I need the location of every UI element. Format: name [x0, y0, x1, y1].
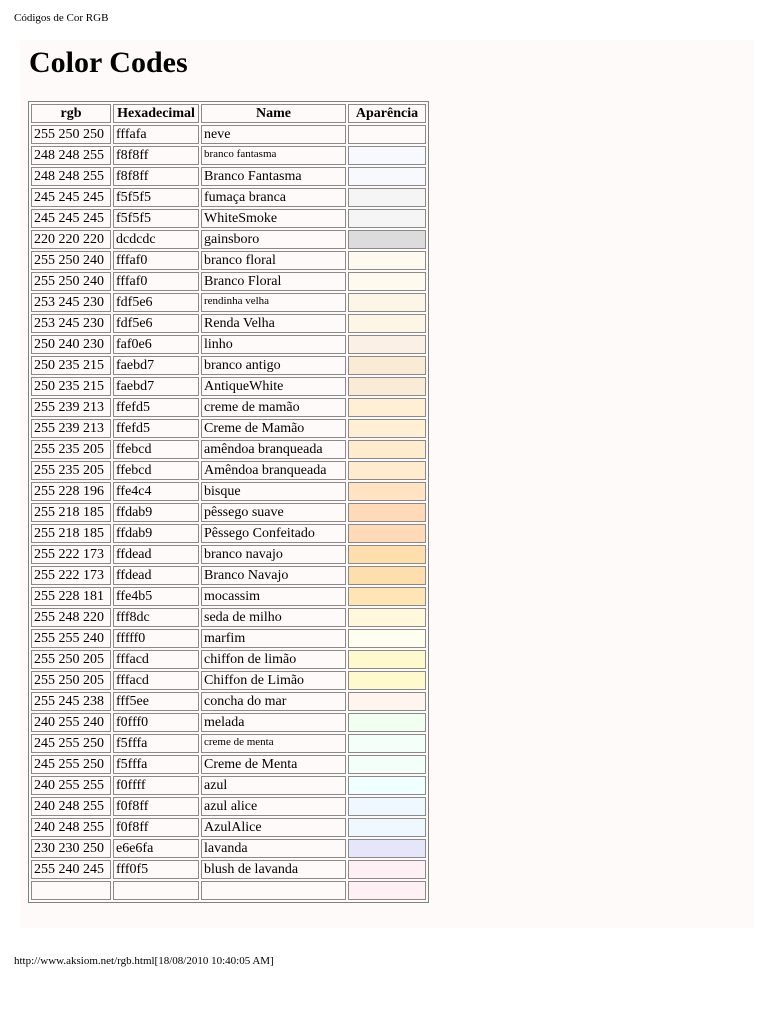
cell-rgb: 255 239 213 — [31, 398, 111, 417]
table-row — [31, 146, 426, 165]
cell-name: branco antigo — [201, 356, 346, 375]
cell-rgb: 255 250 240 — [31, 272, 111, 291]
cell-hexadecimal: fdf5e6 — [113, 314, 199, 333]
cell-hexadecimal: ffe4c4 — [113, 482, 199, 501]
cell-hexadecimal: fffaf0 — [113, 251, 199, 270]
cell-hexadecimal: faebd7 — [113, 377, 199, 396]
color-swatch — [348, 398, 426, 417]
cell-rgb: 255 250 240 — [31, 251, 111, 270]
cell-hexadecimal: dcdcdc — [113, 230, 199, 249]
page-title: Color Codes — [29, 46, 188, 79]
table-row — [31, 713, 426, 732]
cell-rgb: 255 222 173 — [31, 566, 111, 585]
table-row — [31, 251, 426, 270]
table-row — [31, 692, 426, 711]
cell-name: creme de mamão — [201, 398, 346, 417]
table-row — [31, 209, 426, 228]
cell-hexadecimal: ffe4b5 — [113, 587, 199, 606]
table-row — [31, 734, 426, 753]
cell-name: branco fantasma — [201, 146, 346, 165]
cell-hexadecimal: fffacd — [113, 671, 199, 690]
table-row — [31, 860, 426, 879]
cell-hexadecimal: ffdead — [113, 566, 199, 585]
column-header-hexadecimal: Hexadecimal — [113, 104, 199, 123]
color-swatch — [348, 482, 426, 501]
cell-name: chiffon de limão — [201, 650, 346, 669]
table-row — [31, 377, 426, 396]
color-swatch — [348, 440, 426, 459]
color-swatch — [348, 713, 426, 732]
cell-rgb: 255 255 240 — [31, 629, 111, 648]
cell-name: Chiffon de Limão — [201, 671, 346, 690]
color-swatch — [348, 209, 426, 228]
cell-name: Amêndoa branqueada — [201, 461, 346, 480]
cell-hexadecimal — [113, 881, 199, 900]
table-row — [31, 797, 426, 816]
table-row — [31, 524, 426, 543]
table-row — [31, 671, 426, 690]
cell-hexadecimal: faf0e6 — [113, 335, 199, 354]
cell-hexadecimal: faebd7 — [113, 356, 199, 375]
cell-name: rendinha velha — [201, 293, 346, 312]
table-row — [31, 482, 426, 501]
cell-rgb: 250 240 230 — [31, 335, 111, 354]
table-row — [31, 230, 426, 249]
cell-hexadecimal: f5fffa — [113, 755, 199, 774]
table-row — [31, 503, 426, 522]
cell-name: linho — [201, 335, 346, 354]
cell-rgb: 248 248 255 — [31, 167, 111, 186]
cell-name: melada — [201, 713, 346, 732]
table-row — [31, 335, 426, 354]
cell-hexadecimal: ffefd5 — [113, 398, 199, 417]
color-swatch — [348, 734, 426, 753]
cell-rgb: 245 255 250 — [31, 734, 111, 753]
color-swatch — [348, 146, 426, 165]
color-swatch — [348, 839, 426, 858]
color-swatch — [348, 377, 426, 396]
color-swatch — [348, 797, 426, 816]
cell-hexadecimal: f0f8ff — [113, 797, 199, 816]
cell-name: Renda Velha — [201, 314, 346, 333]
cell-rgb: 250 235 215 — [31, 356, 111, 375]
cell-name: Creme de Menta — [201, 755, 346, 774]
cell-hexadecimal: fffff0 — [113, 629, 199, 648]
cell-name: AzulAlice — [201, 818, 346, 837]
color-swatch — [348, 293, 426, 312]
color-swatch — [348, 608, 426, 627]
table-row — [31, 188, 426, 207]
cell-hexadecimal: fffaf0 — [113, 272, 199, 291]
cell-hexadecimal: ffdab9 — [113, 524, 199, 543]
color-swatch — [348, 587, 426, 606]
cell-rgb: 255 239 213 — [31, 419, 111, 438]
cell-name: concha do mar — [201, 692, 346, 711]
cell-hexadecimal: f0f8ff — [113, 818, 199, 837]
table-header-row — [31, 104, 426, 123]
cell-rgb: 255 228 196 — [31, 482, 111, 501]
table-row — [31, 419, 426, 438]
cell-hexadecimal: fffacd — [113, 650, 199, 669]
cell-rgb: 245 245 245 — [31, 188, 111, 207]
table-row — [31, 545, 426, 564]
color-swatch — [348, 671, 426, 690]
cell-hexadecimal: e6e6fa — [113, 839, 199, 858]
cell-name: blush de lavanda — [201, 860, 346, 879]
color-swatch — [348, 566, 426, 585]
color-swatch — [348, 188, 426, 207]
cell-hexadecimal: f0fff0 — [113, 713, 199, 732]
cell-rgb: 240 248 255 — [31, 797, 111, 816]
cell-name: amêndoa branqueada — [201, 440, 346, 459]
color-swatch — [348, 335, 426, 354]
table-row — [31, 272, 426, 291]
column-header-name: Name — [201, 104, 346, 123]
color-codes-table — [28, 101, 429, 903]
cell-name: Creme de Mamão — [201, 419, 346, 438]
column-header-appearance: Aparência — [348, 104, 426, 123]
cell-name: WhiteSmoke — [201, 209, 346, 228]
cell-name: marfim — [201, 629, 346, 648]
table-row — [31, 167, 426, 186]
cell-rgb: 253 245 230 — [31, 293, 111, 312]
cell-name: azul — [201, 776, 346, 795]
cell-name — [201, 881, 346, 900]
page-content — [20, 40, 754, 928]
table-row — [31, 314, 426, 333]
table-row — [31, 818, 426, 837]
color-swatch — [348, 818, 426, 837]
table-row — [31, 293, 426, 312]
table-row — [31, 839, 426, 858]
color-swatch — [348, 125, 426, 144]
cell-rgb: 240 255 240 — [31, 713, 111, 732]
cell-hexadecimal: f5f5f5 — [113, 188, 199, 207]
cell-hexadecimal: ffebcd — [113, 461, 199, 480]
table-row — [31, 755, 426, 774]
column-header-rgb: rgb — [31, 104, 111, 123]
cell-hexadecimal: f0ffff — [113, 776, 199, 795]
color-swatch — [348, 461, 426, 480]
table-row — [31, 440, 426, 459]
color-swatch — [348, 629, 426, 648]
color-swatch — [348, 545, 426, 564]
cell-rgb: 248 248 255 — [31, 146, 111, 165]
color-swatch — [348, 650, 426, 669]
color-swatch — [348, 524, 426, 543]
cell-hexadecimal: f5fffa — [113, 734, 199, 753]
table-row — [31, 398, 426, 417]
cell-rgb: 240 248 255 — [31, 818, 111, 837]
cell-name: creme de menta — [201, 734, 346, 753]
cell-rgb — [31, 881, 111, 900]
color-swatch — [348, 167, 426, 186]
table-row — [31, 461, 426, 480]
cell-name: neve — [201, 125, 346, 144]
color-swatch — [348, 272, 426, 291]
cell-hexadecimal: fffafa — [113, 125, 199, 144]
print-footer-url: http://www.aksiom.net/rgb.html[18/08/2010 10:40:05 AM] — [14, 955, 274, 967]
cell-rgb: 255 250 205 — [31, 650, 111, 669]
cell-rgb: 255 250 205 — [31, 671, 111, 690]
cell-name: gainsboro — [201, 230, 346, 249]
cell-name: mocassim — [201, 587, 346, 606]
table-row — [31, 608, 426, 627]
table-row — [31, 650, 426, 669]
cell-name: Branco Floral — [201, 272, 346, 291]
color-swatch — [348, 860, 426, 879]
cell-rgb: 255 240 245 — [31, 860, 111, 879]
table-row — [31, 566, 426, 585]
cell-rgb: 255 218 185 — [31, 503, 111, 522]
color-swatch — [348, 251, 426, 270]
cell-rgb: 255 218 185 — [31, 524, 111, 543]
cell-rgb: 240 255 255 — [31, 776, 111, 795]
cell-name: seda de milho — [201, 608, 346, 627]
color-swatch — [348, 419, 426, 438]
cell-rgb: 255 222 173 — [31, 545, 111, 564]
color-swatch — [348, 503, 426, 522]
color-swatch — [348, 692, 426, 711]
cell-hexadecimal: f8f8ff — [113, 146, 199, 165]
cell-hexadecimal: f8f8ff — [113, 167, 199, 186]
cell-name: AntiqueWhite — [201, 377, 346, 396]
cell-name: azul alice — [201, 797, 346, 816]
cell-rgb: 230 230 250 — [31, 839, 111, 858]
table-row — [31, 587, 426, 606]
table-row — [31, 881, 426, 900]
cell-hexadecimal: fff8dc — [113, 608, 199, 627]
cell-hexadecimal: ffefd5 — [113, 419, 199, 438]
cell-hexadecimal: ffdead — [113, 545, 199, 564]
color-swatch — [348, 776, 426, 795]
cell-rgb: 255 235 205 — [31, 461, 111, 480]
cell-hexadecimal: ffdab9 — [113, 503, 199, 522]
cell-rgb: 253 245 230 — [31, 314, 111, 333]
cell-rgb: 255 228 181 — [31, 587, 111, 606]
print-header-title: Códigos de Cor RGB — [14, 12, 109, 24]
cell-name: Branco Fantasma — [201, 167, 346, 186]
cell-name: branco floral — [201, 251, 346, 270]
cell-name: pêssego suave — [201, 503, 346, 522]
color-swatch — [348, 356, 426, 375]
cell-rgb: 255 235 205 — [31, 440, 111, 459]
table-row — [31, 356, 426, 375]
cell-name: Branco Navajo — [201, 566, 346, 585]
cell-rgb: 255 250 250 — [31, 125, 111, 144]
cell-name: bisque — [201, 482, 346, 501]
cell-name: Pêssego Confeitado — [201, 524, 346, 543]
cell-hexadecimal: fff5ee — [113, 692, 199, 711]
cell-hexadecimal: fff0f5 — [113, 860, 199, 879]
cell-hexadecimal: fdf5e6 — [113, 293, 199, 312]
cell-name: fumaça branca — [201, 188, 346, 207]
table-row — [31, 125, 426, 144]
table-row — [31, 776, 426, 795]
cell-rgb: 255 245 238 — [31, 692, 111, 711]
table-body — [31, 125, 426, 900]
cell-name: lavanda — [201, 839, 346, 858]
cell-rgb: 245 255 250 — [31, 755, 111, 774]
cell-rgb: 220 220 220 — [31, 230, 111, 249]
cell-rgb: 255 248 220 — [31, 608, 111, 627]
table-row — [31, 629, 426, 648]
color-swatch — [348, 314, 426, 333]
cell-hexadecimal: f5f5f5 — [113, 209, 199, 228]
cell-hexadecimal: ffebcd — [113, 440, 199, 459]
cell-name: branco navajo — [201, 545, 346, 564]
color-swatch — [348, 230, 426, 249]
cell-rgb: 250 235 215 — [31, 377, 111, 396]
cell-rgb: 245 245 245 — [31, 209, 111, 228]
color-swatch — [348, 755, 426, 774]
color-swatch — [348, 881, 426, 900]
